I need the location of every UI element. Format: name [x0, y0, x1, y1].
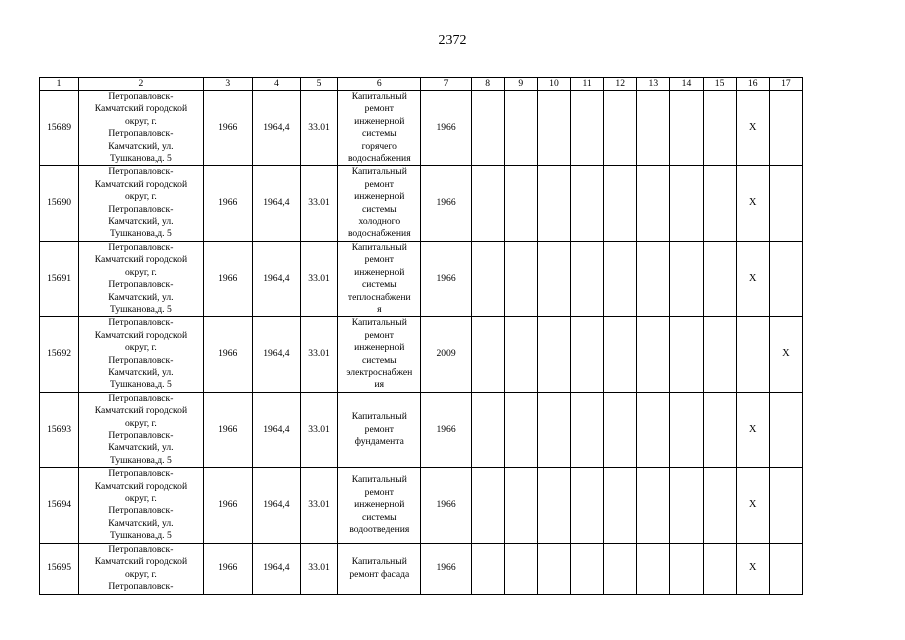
work-type-cell-line: системы — [361, 128, 397, 140]
work-type-cell-line: ремонт — [364, 254, 394, 266]
col11-cell — [571, 241, 604, 316]
address-cell-line: Петропавловск- — [108, 429, 174, 441]
registry-table — [39, 77, 803, 595]
work-type-cell-line: ремонт — [364, 178, 394, 190]
col7-cell: 1966 — [421, 468, 471, 543]
col15-cell — [703, 468, 736, 543]
area-cell: 1964,4 — [252, 91, 300, 166]
col7-cell: 2009 — [421, 317, 471, 392]
col12-cell — [604, 241, 637, 316]
work-type-cell — [338, 241, 421, 316]
col11-cell — [571, 166, 604, 241]
table-row — [40, 91, 803, 166]
address-cell-line: Петропавловск- — [108, 392, 174, 404]
col12-cell — [604, 468, 637, 543]
col9-cell — [504, 317, 537, 392]
row-id-cell: 15690 — [40, 166, 79, 241]
col14-cell — [670, 166, 703, 241]
row-id-cell: 15693 — [40, 392, 79, 467]
address-cell-line: Камчатский городской — [94, 329, 188, 341]
col11-cell — [571, 392, 604, 467]
col12-cell — [604, 543, 637, 594]
work-type-cell-line: инженерной — [354, 342, 405, 354]
address-cell — [79, 392, 203, 467]
work-type-cell-line: Капитальный — [351, 317, 407, 329]
work-type-cell — [338, 166, 421, 241]
address-cell-line: Петропавловск- — [108, 166, 174, 178]
work-type-cell-line: горячего — [361, 140, 397, 152]
address-cell-line: Камчатский, ул. — [108, 442, 174, 454]
column-header-17: 17 — [769, 78, 802, 91]
work-type-cell-line: инженерной — [354, 499, 405, 511]
column-header-8: 8 — [471, 78, 504, 91]
work-type-cell — [338, 543, 421, 594]
column-header-10: 10 — [537, 78, 570, 91]
address-cell-line: Тушканова,д. 5 — [109, 454, 172, 466]
year-cell: 1966 — [203, 317, 252, 392]
address-cell-line: Петропавловск- — [108, 128, 174, 140]
col12-cell — [604, 166, 637, 241]
col8-cell — [471, 392, 504, 467]
col16-cell: Х — [736, 241, 769, 316]
col17-cell — [769, 91, 802, 166]
col17-cell: Х — [769, 317, 802, 392]
work-type-cell-line: электроснабжен — [346, 366, 413, 378]
address-cell-line: округ, г. — [124, 266, 157, 278]
row-id-cell: 15695 — [40, 543, 79, 594]
col9-cell — [504, 392, 537, 467]
row-id-cell: 15691 — [40, 241, 79, 316]
address-cell-line: Камчатский городской — [94, 178, 188, 190]
col13-cell — [637, 392, 670, 467]
work-type-cell-line: Капитальный — [351, 556, 407, 568]
address-cell-line: Камчатский городской — [94, 480, 188, 492]
address-cell-line: Тушканова,д. 5 — [109, 228, 172, 240]
col14-cell — [670, 317, 703, 392]
row-id-cell: 15694 — [40, 468, 79, 543]
address-cell-line: округ, г. — [124, 493, 157, 504]
column-header-3: 3 — [203, 78, 252, 91]
address-cell-line: Тушканова,д. 5 — [109, 379, 172, 391]
col15-cell — [703, 91, 736, 166]
col7-cell: 1966 — [421, 166, 471, 241]
col9-cell — [504, 468, 537, 543]
table-row — [40, 468, 803, 543]
address-cell-line: Петропавловск- — [108, 505, 174, 517]
year-cell: 1966 — [203, 468, 252, 543]
col10-cell — [537, 392, 570, 467]
col15-cell — [703, 317, 736, 392]
work-type-cell-line: Капитальный — [351, 241, 407, 253]
address-cell — [79, 241, 203, 316]
work-type-cell-line: системы — [361, 354, 397, 366]
col14-cell — [670, 543, 703, 594]
col16-cell: Х — [736, 543, 769, 594]
col11-cell — [571, 317, 604, 392]
work-type-cell — [338, 91, 421, 166]
work-type-cell-line: системы — [361, 511, 397, 523]
work-type-cell-line: водоснабжения — [347, 228, 411, 240]
column-header-2: 2 — [79, 78, 203, 91]
work-type-cell-line: фундамента — [354, 436, 404, 448]
work-type-cell-line: водоотведения — [349, 524, 410, 536]
work-type-cell-line: инженерной — [354, 191, 405, 203]
col14-cell — [670, 241, 703, 316]
code-cell: 33.01 — [301, 241, 338, 316]
address-cell-line: Камчатский, ул. — [108, 291, 174, 303]
table-row — [40, 166, 803, 241]
work-type-cell-line: системы — [361, 203, 397, 215]
table-row — [40, 317, 803, 392]
address-cell — [79, 468, 203, 543]
column-header-14: 14 — [670, 78, 703, 91]
work-type-cell-line: водоснабжения — [347, 153, 411, 165]
address-cell-line: Петропавловск- — [108, 91, 174, 102]
col9-cell — [504, 91, 537, 166]
col7-cell: 1966 — [421, 241, 471, 316]
area-cell: 1964,4 — [252, 166, 300, 241]
col9-cell — [504, 241, 537, 316]
area-cell: 1964,4 — [252, 317, 300, 392]
work-type-cell-line: ремонт — [364, 423, 394, 435]
work-type-cell — [338, 392, 421, 467]
column-header-6: 6 — [338, 78, 421, 91]
code-cell: 33.01 — [301, 166, 338, 241]
area-cell: 1964,4 — [252, 543, 300, 594]
col15-cell — [703, 543, 736, 594]
col8-cell — [471, 241, 504, 316]
col10-cell — [537, 543, 570, 594]
address-cell-line: Камчатский городской — [94, 103, 188, 115]
year-cell: 1966 — [203, 91, 252, 166]
work-type-cell-line: Капитальный — [351, 411, 407, 423]
column-header-11: 11 — [571, 78, 604, 91]
col15-cell — [703, 392, 736, 467]
address-cell-line: Тушканова,д. 5 — [109, 530, 172, 542]
col12-cell — [604, 317, 637, 392]
address-cell-line: Петропавловск- — [108, 354, 174, 366]
col16-cell: Х — [736, 392, 769, 467]
work-type-cell-line: я — [377, 303, 382, 315]
year-cell: 1966 — [203, 241, 252, 316]
col12-cell — [604, 91, 637, 166]
col16-cell: Х — [736, 468, 769, 543]
column-header-1: 1 — [40, 78, 79, 91]
address-cell-line: Камчатский городской — [94, 254, 188, 266]
work-type-cell-line: холодного — [358, 216, 401, 228]
address-cell-line: Камчатский, ул. — [108, 140, 174, 152]
work-type-cell — [338, 317, 421, 392]
column-header-9: 9 — [504, 78, 537, 91]
col10-cell — [537, 241, 570, 316]
area-cell: 1964,4 — [252, 468, 300, 543]
code-cell: 33.01 — [301, 392, 338, 467]
table-body — [40, 91, 803, 595]
row-id-cell: 15689 — [40, 91, 79, 166]
col10-cell — [537, 166, 570, 241]
col13-cell — [637, 543, 670, 594]
col17-cell — [769, 543, 802, 594]
work-type-cell-line: инженерной — [354, 266, 405, 278]
column-header-7: 7 — [421, 78, 471, 91]
col13-cell — [637, 241, 670, 316]
column-header-4: 4 — [252, 78, 300, 91]
address-cell-line: Камчатский, ул. — [108, 366, 174, 378]
col15-cell — [703, 241, 736, 316]
col17-cell — [769, 166, 802, 241]
address-cell-line: округ, г. — [124, 191, 157, 203]
col17-cell — [769, 241, 802, 316]
address-cell-line: Петропавловск- — [108, 203, 174, 215]
col15-cell — [703, 166, 736, 241]
address-cell-line: Камчатский, ул. — [108, 517, 174, 529]
col7-cell: 1966 — [421, 91, 471, 166]
address-cell-line: Камчатский городской — [94, 405, 188, 417]
address-cell-line: Петропавловск- — [108, 279, 174, 291]
col17-cell — [769, 392, 802, 467]
col10-cell — [537, 91, 570, 166]
address-cell-line: Тушканова,д. 5 — [109, 153, 172, 165]
col11-cell — [571, 543, 604, 594]
col8-cell — [471, 166, 504, 241]
code-cell: 33.01 — [301, 91, 338, 166]
address-cell-line: Камчатский городской — [94, 556, 188, 568]
col11-cell — [571, 91, 604, 166]
col7-cell: 1966 — [421, 543, 471, 594]
col13-cell — [637, 166, 670, 241]
code-cell: 33.01 — [301, 543, 338, 594]
area-cell: 1964,4 — [252, 392, 300, 467]
col16-cell: Х — [736, 166, 769, 241]
col8-cell — [471, 468, 504, 543]
col13-cell — [637, 91, 670, 166]
area-cell: 1964,4 — [252, 241, 300, 316]
col9-cell — [504, 166, 537, 241]
table-row — [40, 543, 803, 594]
year-cell: 1966 — [203, 166, 252, 241]
address-cell-line: округ, г. — [124, 568, 157, 580]
work-type-cell-line: ремонт — [364, 103, 394, 115]
column-header-13: 13 — [637, 78, 670, 91]
col8-cell — [471, 317, 504, 392]
address-cell-line: округ, г. — [124, 417, 157, 429]
work-type-cell — [338, 468, 421, 543]
address-cell-line: округ, г. — [124, 342, 157, 354]
address-cell — [79, 317, 203, 392]
col14-cell — [670, 468, 703, 543]
col10-cell — [537, 317, 570, 392]
col14-cell — [670, 392, 703, 467]
col8-cell — [471, 91, 504, 166]
page-number: 2372 — [438, 33, 467, 48]
col7-cell: 1966 — [421, 392, 471, 467]
work-type-cell-line: инженерной — [354, 115, 405, 127]
address-cell-line: Петропавловск- — [108, 543, 174, 555]
address-cell-line: Петропавловск- — [108, 241, 174, 253]
column-header-15: 15 — [703, 78, 736, 91]
table-row — [40, 241, 803, 316]
col9-cell — [504, 543, 537, 594]
col12-cell — [604, 392, 637, 467]
row-id-cell: 15692 — [40, 317, 79, 392]
table-row — [40, 392, 803, 467]
address-cell-line: Петропавловск- — [108, 581, 174, 593]
column-header-16: 16 — [736, 78, 769, 91]
column-header-5: 5 — [301, 78, 338, 91]
work-type-cell-line: системы — [361, 279, 397, 291]
col16-cell — [736, 317, 769, 392]
col13-cell — [637, 317, 670, 392]
col11-cell — [571, 468, 604, 543]
work-type-cell-line: ремонт фасада — [349, 568, 410, 580]
work-type-cell-line: ремонт — [364, 486, 394, 498]
address-cell-line: Петропавловск- — [108, 317, 174, 329]
work-type-cell-line: Капитальный — [351, 474, 407, 486]
col10-cell — [537, 468, 570, 543]
work-type-cell-line: ия — [374, 379, 385, 391]
address-cell — [79, 91, 203, 166]
work-type-cell-line: Капитальный — [351, 91, 407, 102]
col14-cell — [670, 91, 703, 166]
year-cell: 1966 — [203, 392, 252, 467]
col13-cell — [637, 468, 670, 543]
code-cell: 33.01 — [301, 317, 338, 392]
work-type-cell-line: Капитальный — [351, 166, 407, 178]
column-header-12: 12 — [604, 78, 637, 91]
year-cell: 1966 — [203, 543, 252, 594]
header-row — [40, 78, 803, 91]
address-cell-line: Петропавловск- — [108, 468, 174, 480]
code-cell: 33.01 — [301, 468, 338, 543]
address-cell-line: Тушканова,д. 5 — [109, 303, 172, 315]
work-type-cell-line: ремонт — [364, 329, 394, 341]
address-cell-line: Камчатский, ул. — [108, 216, 174, 228]
address-cell — [79, 543, 203, 594]
col8-cell — [471, 543, 504, 594]
work-type-cell-line: теплоснабжени — [347, 291, 411, 303]
address-cell — [79, 166, 203, 241]
col16-cell: Х — [736, 91, 769, 166]
col17-cell — [769, 468, 802, 543]
address-cell-line: округ, г. — [124, 115, 157, 127]
